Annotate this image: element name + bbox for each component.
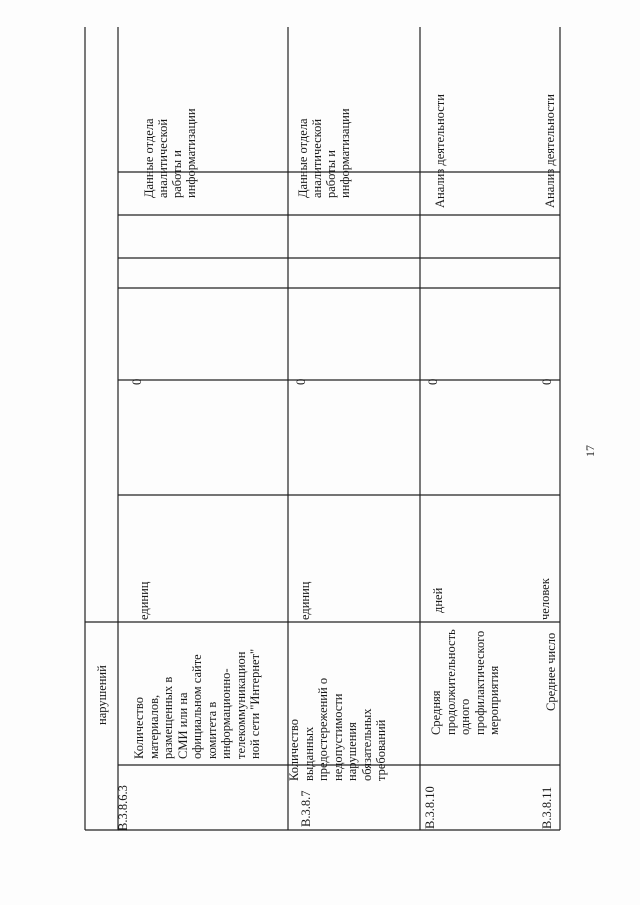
row-4-name: Среднее число xyxy=(544,632,558,711)
row-2-source xyxy=(296,70,360,198)
row-2-unit: единиц xyxy=(298,581,312,620)
row-2-name-line: Количество xyxy=(287,719,301,781)
row-3-code: В.3.8.10 xyxy=(423,786,437,829)
row-2-name-line: нарушения xyxy=(345,722,359,781)
row-1-name xyxy=(132,623,260,759)
row-2-name-line: выданных xyxy=(301,726,316,781)
row-3-name xyxy=(429,605,505,735)
row-3-source: Анализ деятельности xyxy=(433,94,447,208)
row-4-code: В.3.8.11 xyxy=(540,786,554,829)
page-number: 17 xyxy=(583,445,597,457)
row-3-name-line: мероприятия xyxy=(487,665,501,735)
row-1-source-line: информатизации xyxy=(184,108,198,198)
row-2-name-line: требований xyxy=(374,719,388,781)
row-1-name-line: размещенных в xyxy=(161,676,175,759)
row-2-source-line: информатизации xyxy=(338,108,352,198)
row-1-name-line: телекоммуникацион xyxy=(233,651,248,759)
row-4-unit: человек xyxy=(538,578,552,620)
row-1-source-line: аналитической xyxy=(156,118,170,198)
row-3-unit: дней xyxy=(431,587,445,613)
header-name-tail: нарушений xyxy=(95,665,109,725)
row-1-name-line: материалов, xyxy=(146,694,161,759)
row-2-name-line: недопустимости xyxy=(330,693,345,781)
row-2-name-line: предостережений о xyxy=(316,677,330,781)
row-1-value: 0 xyxy=(130,378,144,385)
row-1-source-line: работы и xyxy=(170,150,184,198)
row-4-source: Анализ деятельности xyxy=(543,94,557,208)
row-2-name-line: обязательных xyxy=(359,708,374,781)
row-2-source-line: Данные отдела xyxy=(296,118,310,198)
row-2-source-line: работы и xyxy=(324,150,338,198)
row-3-name-line: одного xyxy=(458,698,472,735)
row-2-source-line: аналитической xyxy=(310,118,324,198)
row-2-value: 0 xyxy=(294,378,308,385)
row-1-source xyxy=(142,70,206,198)
row-1-name-line: СМИ или на xyxy=(175,692,190,759)
row-3-name-line: Средняя xyxy=(429,690,443,735)
row-3-value: 0 xyxy=(426,378,440,385)
row-1-name-line: информационно- xyxy=(219,668,233,759)
row-3-name-line: профилактического xyxy=(472,630,487,735)
row-4-value: 0 xyxy=(540,378,554,385)
row-1-name-line: Количество xyxy=(132,697,146,759)
row-1-unit: единиц xyxy=(137,581,151,620)
row-1-name-line: официальном сайте xyxy=(190,654,204,759)
row-1-source-line: Данные отдела xyxy=(142,118,156,198)
row-1-name-line: ной сети "Интернет" xyxy=(248,648,262,759)
row-1-code: В.3.8.6.3 xyxy=(116,785,130,831)
row-2-name xyxy=(287,651,399,781)
row-2-code: В.3.8.7 xyxy=(299,790,313,827)
row-1-name-line: комитета в xyxy=(204,701,219,759)
row-3-name-line: продолжительность xyxy=(443,629,458,735)
